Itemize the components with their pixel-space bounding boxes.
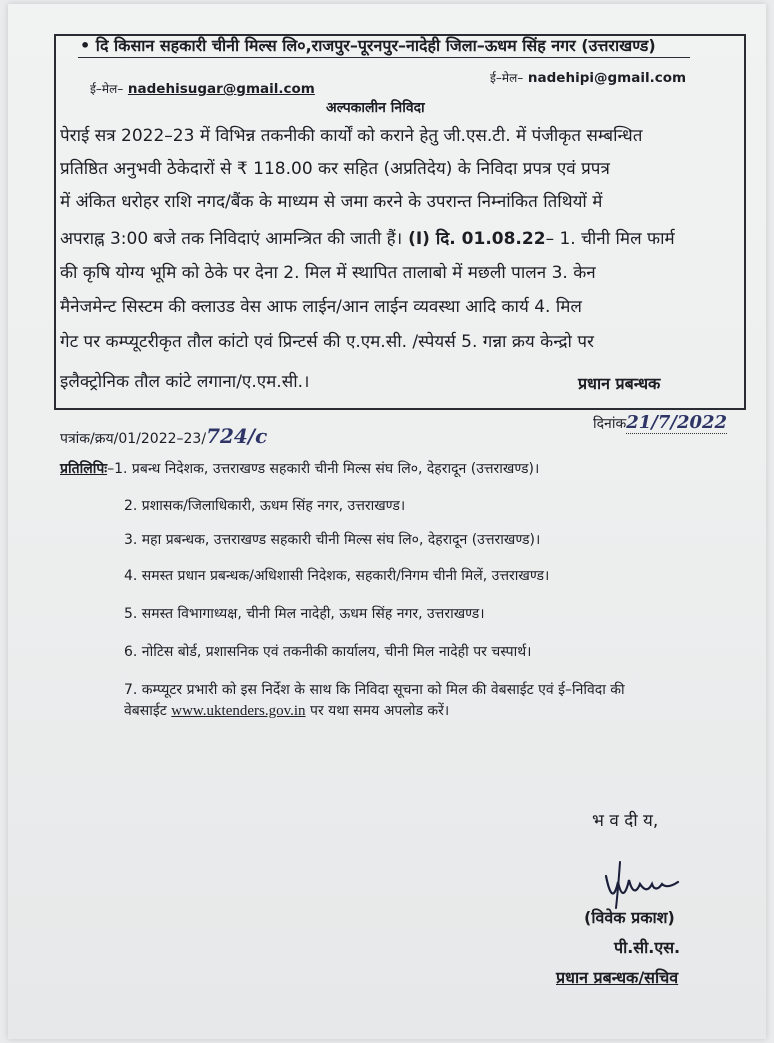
copy-to-item-4: 4. समस्त प्रधान प्रबन्धक/अधिशासी निदेशक, सहकारी/निगम चीनी मिलें, उत्तराखण्ड। bbox=[124, 568, 550, 584]
reference-label: पत्रांक/क्रय/01/2022–23/ bbox=[60, 431, 207, 447]
date-line bbox=[593, 412, 727, 433]
email-left-address: nadehisugar@gmail.com bbox=[127, 81, 315, 97]
notice-date-bold: (I) दि. 01.08.22 bbox=[402, 229, 546, 249]
signatory-designation: प्रधान प्रबन्धक/सचिव bbox=[556, 968, 679, 987]
copy-to-item-3: 3. महा प्रबन्धक, उत्तराखण्ड सहकारी चीनी मिल्स संघ लि०, देहरादून (उत्तराखण्ड)। bbox=[124, 532, 541, 548]
email-right-address: nadehipi@gmail.com bbox=[527, 70, 687, 86]
copy-to-item-7-prefix: वेबसाईट bbox=[124, 703, 167, 719]
reference-line bbox=[60, 424, 267, 448]
closing-yours: भ व दी य, bbox=[592, 811, 659, 831]
copy-to-label: प्रतिलिपिः bbox=[60, 461, 108, 477]
copy-to-item-7 bbox=[124, 680, 724, 722]
notice-line-5: की कृषि योग्य भूमि को ठेके पर देना 2. मिल में स्थापित तालाबो में मछली पालन 3. केन bbox=[60, 263, 596, 283]
notice-line-2: प्रतिष्ठित अनुभवी ठेकेदारों से ₹ 118.00 कर सहित (अप्रतिदेय) के निविदा प्रपत्र एवं प्रपत्र bbox=[60, 159, 610, 179]
date-label: दिनांक bbox=[593, 416, 627, 432]
copy-to-item-7-line-1: 7. कम्प्यूटर प्रभारी को इस निर्देश के साथ कि निविदा सूचना को मिल की वेबसाईट एवं ई–निविदा की bbox=[124, 682, 625, 698]
notice-line-7: गेट पर कम्प्यूटरीकृत तौल कांटो एवं प्रिन्टर्स की ए.एम.सी. /स्पेयर्स 5. गन्ना क्रय केन्द्रो पर bbox=[60, 332, 594, 352]
tender-website-link[interactable]: www.uktenders.gov.in bbox=[171, 703, 306, 719]
notice-line-4 bbox=[60, 229, 675, 249]
signatory-name: (विवेक प्रकाश) bbox=[584, 908, 675, 927]
notice-line-6: मैनेजमेन्ट सिस्टम की क्लाउड वेस आफ लाईन/आन लाईन व्यवस्था आदि कार्य 4. मिल bbox=[60, 297, 582, 317]
date-value: 21/7/2022 bbox=[626, 412, 728, 433]
copy-to-item-6: 6. नोटिस बोर्ड, प्रशासनिक एवं तकनीकी कार्यालय, चीनी मिल नादेही पर चस्पार्थ। bbox=[124, 644, 532, 660]
email-right bbox=[490, 69, 686, 86]
notice-line-3: में अंकित धरोहर राशि नगद/बैंक के माध्यम से जमा करने के उपरान्त निम्नांकित तिथियों में bbox=[60, 192, 603, 212]
copy-to-item-2: 2. प्रशासक/जिलाधिकारी, ऊधम सिंह नगर, उत्तराखण्ड। bbox=[124, 498, 406, 514]
reference-number: 724/c bbox=[206, 424, 268, 448]
copy-to-item-1-text: –1. प्रबन्ध निदेशक, उत्तराखण्ड सहकारी चीनी मिल्स संघ लि०, देहरादून (उत्तराखण्ड)। bbox=[107, 461, 540, 477]
notice-title: अल्पकालीन निविदा bbox=[326, 100, 425, 116]
letterhead-org-line: • दि किसान सहकारी चीनी मिल्स लि०,राजपुर–पूरनपुर–नादेही जिला–ऊधम सिंह नगर (उत्तराखण्ड) bbox=[80, 36, 656, 55]
notice-line-8: इलैक्ट्रोनिक तौल कांटे लगाना/ए.एम.सी.। bbox=[60, 372, 310, 392]
copy-to-item-7-suffix: पर यथा समय अपलोड करें। bbox=[310, 703, 450, 719]
notice-line-4-rest: – 1. चीनी मिल फार्म bbox=[545, 229, 675, 249]
signatory-service: पी.सी.एस. bbox=[614, 938, 681, 957]
email-right-label: ई–मेल– bbox=[490, 71, 524, 85]
notice-line-4-text: अपराह्न 3:00 बजे तक निविदाएं आमन्त्रित की जाती हैं। bbox=[60, 229, 403, 249]
email-left-label: ई–मेल– bbox=[90, 82, 124, 96]
copy-to-item-1 bbox=[60, 459, 539, 478]
letterhead-underline bbox=[78, 57, 690, 58]
email-left bbox=[90, 80, 315, 97]
copy-to-item-5: 5. समस्त विभागाध्यक्ष, चीनी मिल नादेही, ऊधम सिंह नगर, उत्तराखण्ड। bbox=[124, 606, 485, 622]
notice-line-1: पेराई सत्र 2022–23 में विभिन्न तकनीकी कार्यों को कराने हेतु जी.एस.टी. में पंजीकृत सम्बन्धित bbox=[60, 126, 643, 146]
box-signatory: प्रधान प्रबन्धक bbox=[578, 374, 661, 393]
